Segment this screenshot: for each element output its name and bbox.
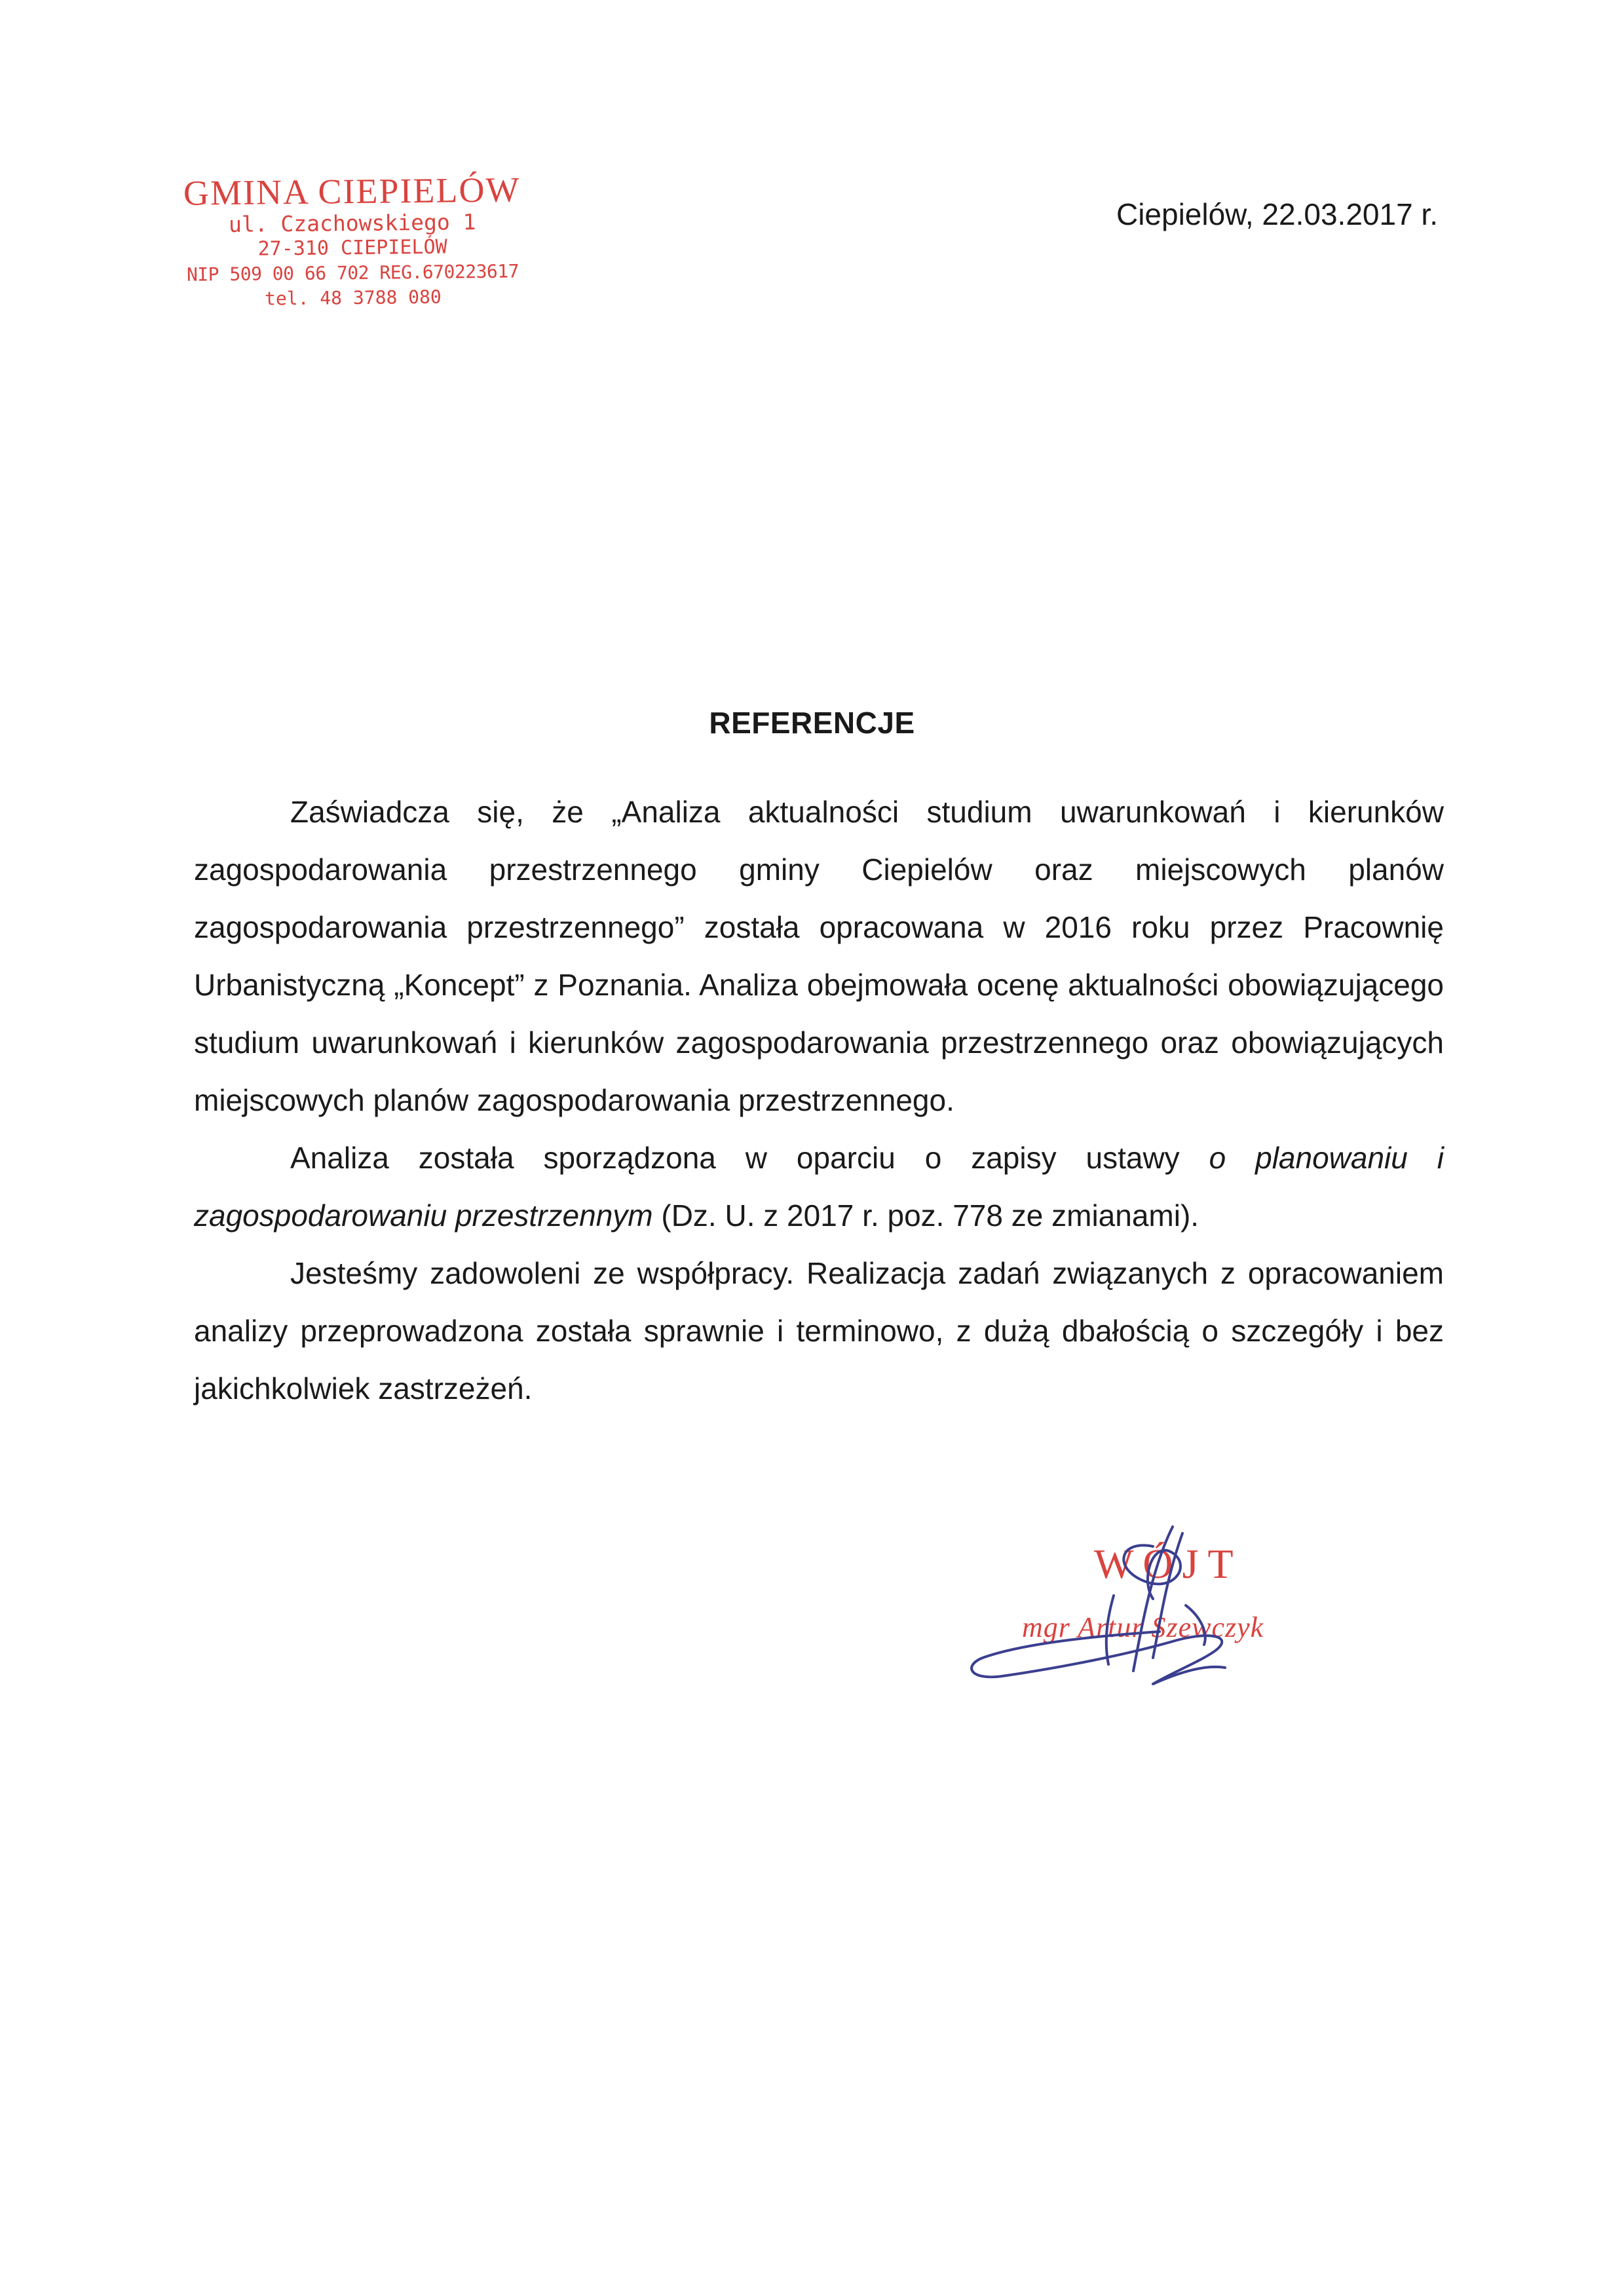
stamp-phone: tel. 48 3788 080 [264,286,442,310]
stamp-city: 27-310 CIEPIELÓW [257,235,447,261]
stamp-street: ul. Czachowskiego 1 [228,209,476,237]
signer-name: mgr Artur Szewczyk [1022,1611,1264,1643]
office-stamp-title: WÓJT [1094,1540,1243,1587]
signature-block [956,1501,1363,1723]
body-paragraph-2 [194,1129,1444,1244]
paragraph-2-end: (Dz. U. z 2017 r. poz. 778 ze zmianami). [652,1198,1199,1233]
paragraph-2-start: Analiza została sporządzona w oparciu o zapisy ustawy [290,1141,1209,1175]
body-paragraph-1: Zaświadcza się, że „Analiza aktualności studium uwarunkowań i kierunków zagospodarowania przestrzennego gminy Ciepielów oraz miejscowych planów zagospodarowania przestrzennego” została opracowana w 2016 roku przez Pracownię Urbanistyczną „Koncept” z Poznania. Analiza obejmowała ocenę aktualności obowiązującego studium uwarunkowań i kierunków zagospodarowania przestrzennego oraz obowiązujących miejscowych planów zagospodarowania przestrzennego. [194,795,1444,1117]
handwritten-signature [956,1501,1363,1723]
body-paragraph-3: Jesteśmy zadowoleni ze współpracy. Realizacja zadań związanych z opracowaniem analizy przeprowadzona została sprawnie i terminowo, z dużą dbałością o szczegóły i bez jakichkolwiek zastrzeżeń. [194,1256,1444,1406]
act-title-italic: o planowaniu i zagospodarowaniu przestrzennym [194,1141,1444,1233]
document-date: Ciepielów, 22.03.2017 r. [1116,197,1438,231]
stamp-tax-ids: NIP 509 00 66 702 REG.670223617 [186,260,519,286]
stamp-municipality-name: GMINA CIEPIELÓW [183,170,521,213]
document-title: REFERENCJE [709,706,915,740]
municipality-address-stamp [168,170,537,313]
document-body [194,783,1444,1417]
